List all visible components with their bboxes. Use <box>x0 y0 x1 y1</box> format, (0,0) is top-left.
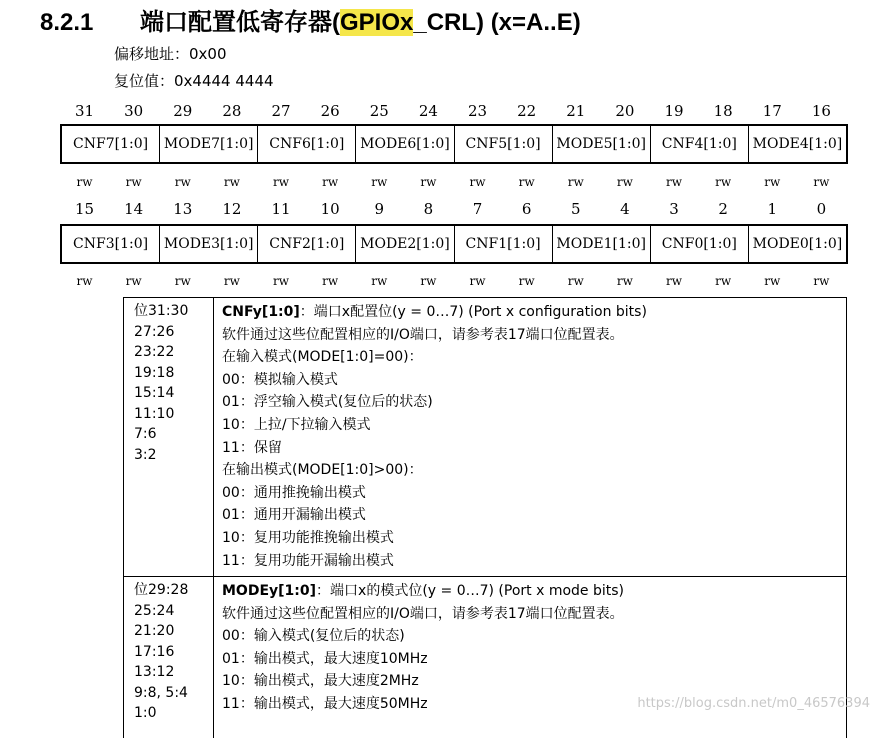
register-low-half <box>60 224 848 264</box>
description-line: 01：输出模式，最大速度10MHz <box>222 650 428 667</box>
mode-heading-text: ：端口x的模式位(y = 0…7) (Port x mode bits) <box>316 583 624 599</box>
cnf-bit-positions <box>124 298 214 576</box>
bit-range: 11:10 <box>134 405 175 422</box>
bit-number: 20 <box>615 102 635 120</box>
bit-number: 6 <box>521 200 532 218</box>
bit-range: 25:24 <box>134 602 175 619</box>
access-type: rw <box>715 175 732 189</box>
access-type: rw <box>371 274 388 288</box>
section-title <box>40 2 581 36</box>
bit-number: 11 <box>271 200 291 218</box>
bit-number: 3 <box>669 200 679 218</box>
bit-number: 24 <box>418 102 438 120</box>
description-line: 00：通用推挽输出模式 <box>222 484 366 501</box>
mode-bit-positions <box>124 577 214 738</box>
bit-number: 7 <box>472 200 483 218</box>
bit-range: 23:22 <box>134 344 175 360</box>
register-high-half <box>60 124 848 164</box>
description-line: 10：上拉/下拉输入模式 <box>222 416 371 433</box>
bit-number: 23 <box>468 102 488 120</box>
bit-number: 18 <box>713 102 733 120</box>
low-access-row <box>60 270 846 292</box>
title-highlight: GPIOx <box>340 9 414 36</box>
bit-range: 位31:30 <box>134 303 189 319</box>
bit-number: 28 <box>222 102 242 120</box>
section-number: 8.2.1 <box>40 9 94 36</box>
bit-number: 29 <box>173 102 193 120</box>
bit-number: 21 <box>566 102 586 120</box>
bit-number: 31 <box>75 102 95 120</box>
register-field: CNF6[1:0] <box>257 126 355 162</box>
access-type: rw <box>666 274 683 288</box>
access-type: rw <box>764 274 781 288</box>
description-line: 软件通过这些位配置相应的I/O端口，请参考表17端口位配置表。 <box>222 326 624 343</box>
high-bit-numbers <box>60 100 846 122</box>
register-field: CNF0[1:0] <box>650 226 748 262</box>
access-type: rw <box>273 274 290 288</box>
bit-description-table <box>123 297 847 738</box>
cnf-heading <box>222 301 846 324</box>
access-type: rw <box>322 274 339 288</box>
bit-number: 0 <box>816 200 827 218</box>
access-type: rw <box>616 274 633 288</box>
mode-description <box>214 577 846 738</box>
access-type: rw <box>322 175 339 189</box>
access-type: rw <box>567 274 584 288</box>
description-line: 10：复用功能推挽输出模式 <box>222 529 394 546</box>
cnf-field-name: CNFy[1:0] <box>222 304 300 320</box>
register-field: MODE0[1:0] <box>748 226 846 262</box>
access-type: rw <box>813 175 830 189</box>
access-type: rw <box>174 274 191 288</box>
bit-range: 15:14 <box>134 385 175 401</box>
access-type: rw <box>567 175 584 189</box>
bit-number: 12 <box>222 200 242 218</box>
bit-number: 9 <box>374 200 385 218</box>
mode-heading <box>222 580 846 603</box>
description-line: 在输出模式(MODE[1:0]>00)： <box>222 462 423 479</box>
cnf-description <box>214 298 846 576</box>
access-type: rw <box>76 274 93 288</box>
access-type: rw <box>813 274 830 288</box>
register-field: MODE2[1:0] <box>355 226 453 262</box>
bit-number: 1 <box>767 200 778 218</box>
access-type: rw <box>616 175 633 189</box>
bit-range: 9:8, 5:4 <box>134 684 188 701</box>
register-field: CNF1[1:0] <box>454 226 552 262</box>
bit-number: 30 <box>124 102 144 120</box>
register-field: MODE7[1:0] <box>159 126 257 162</box>
register-field: MODE5[1:0] <box>552 126 650 162</box>
access-type: rw <box>76 175 93 189</box>
access-type: rw <box>518 175 535 189</box>
access-type: rw <box>764 175 781 189</box>
bit-number: 10 <box>320 200 340 218</box>
access-type: rw <box>223 175 240 189</box>
access-type: rw <box>273 175 290 189</box>
register-field: CNF5[1:0] <box>454 126 552 162</box>
register-field: MODE6[1:0] <box>355 126 453 162</box>
description-line: 01：浮空输入模式(复位后的状态) <box>222 394 433 411</box>
register-field: MODE3[1:0] <box>159 226 257 262</box>
bit-number: 19 <box>664 102 684 120</box>
bit-number: 14 <box>124 200 144 218</box>
description-line: 11：保留 <box>222 439 282 456</box>
mode-description-row <box>124 577 846 738</box>
title-text-rest: _CRL) (x=A..E) <box>413 9 581 36</box>
access-type: rw <box>174 175 191 189</box>
description-line: 01：通用开漏输出模式 <box>222 507 366 524</box>
mode-field-name: MODEy[1:0] <box>222 583 317 599</box>
register-field: CNF4[1:0] <box>650 126 748 162</box>
access-type: rw <box>420 274 437 288</box>
bit-number: 5 <box>571 200 581 218</box>
bit-number: 17 <box>762 102 782 120</box>
watermark: https://blog.csdn.net/m0_46576394 <box>637 696 870 711</box>
access-type: rw <box>469 175 486 189</box>
access-type: rw <box>223 274 240 288</box>
description-line: 11：输出模式，最大速度50MHz <box>222 695 428 712</box>
register-field: CNF7[1:0] <box>73 136 149 152</box>
access-type: rw <box>420 175 437 189</box>
offset-address: 偏移地址：0x00 <box>114 45 227 63</box>
bit-number: 22 <box>517 102 537 120</box>
bit-range: 7:6 <box>134 426 157 442</box>
bit-range: 27:26 <box>134 323 175 340</box>
bit-number: 15 <box>75 200 95 218</box>
cnf-heading-text: ：端口x配置位(y = 0…7) (Port x configuration bits) <box>299 304 647 320</box>
register-field: MODE4[1:0] <box>748 126 846 162</box>
access-type: rw <box>125 175 142 189</box>
title-text: 端口配置低寄存器( <box>140 9 340 36</box>
bit-range: 19:18 <box>134 364 175 381</box>
register-field: CNF2[1:0] <box>257 226 355 262</box>
description-line: 11：复用功能开漏输出模式 <box>222 552 394 569</box>
access-type: rw <box>371 175 388 189</box>
bit-number: 13 <box>173 200 193 218</box>
bit-number: 16 <box>811 102 831 120</box>
register-field: CNF3[1:0] <box>73 236 149 252</box>
bit-range: 21:20 <box>134 623 175 639</box>
access-type: rw <box>125 274 142 288</box>
bit-range: 13:12 <box>134 664 175 680</box>
bit-range: 1:0 <box>134 705 157 721</box>
cnf-description-row <box>124 298 846 577</box>
description-line: 10：输出模式，最大速度2MHz <box>222 673 419 690</box>
description-line: 在输入模式(MODE[1:0]=00)： <box>222 349 423 366</box>
high-access-row <box>60 171 846 193</box>
access-type: rw <box>666 175 683 189</box>
access-type: rw <box>715 274 732 288</box>
bit-number: 26 <box>320 102 340 120</box>
access-type: rw <box>518 274 535 288</box>
access-type: rw <box>469 274 486 288</box>
bit-number: 4 <box>620 200 630 218</box>
register-field: MODE1[1:0] <box>552 226 650 262</box>
description-line: 00：输入模式(复位后的状态) <box>222 628 405 645</box>
bit-number: 2 <box>718 200 728 218</box>
description-line: 00：模拟输入模式 <box>222 371 338 388</box>
description-line: 软件通过这些位配置相应的I/O端口，请参考表17端口位配置表。 <box>222 605 624 622</box>
bit-number: 25 <box>369 102 389 120</box>
bit-range: 3:2 <box>134 446 157 463</box>
bit-range: 17:16 <box>134 643 175 660</box>
bit-number: 8 <box>423 200 434 218</box>
low-bit-numbers <box>60 198 846 220</box>
reset-value: 复位值：0x4444 4444 <box>114 72 274 90</box>
bit-range: 位29:28 <box>134 582 189 598</box>
bit-number: 27 <box>271 102 291 120</box>
